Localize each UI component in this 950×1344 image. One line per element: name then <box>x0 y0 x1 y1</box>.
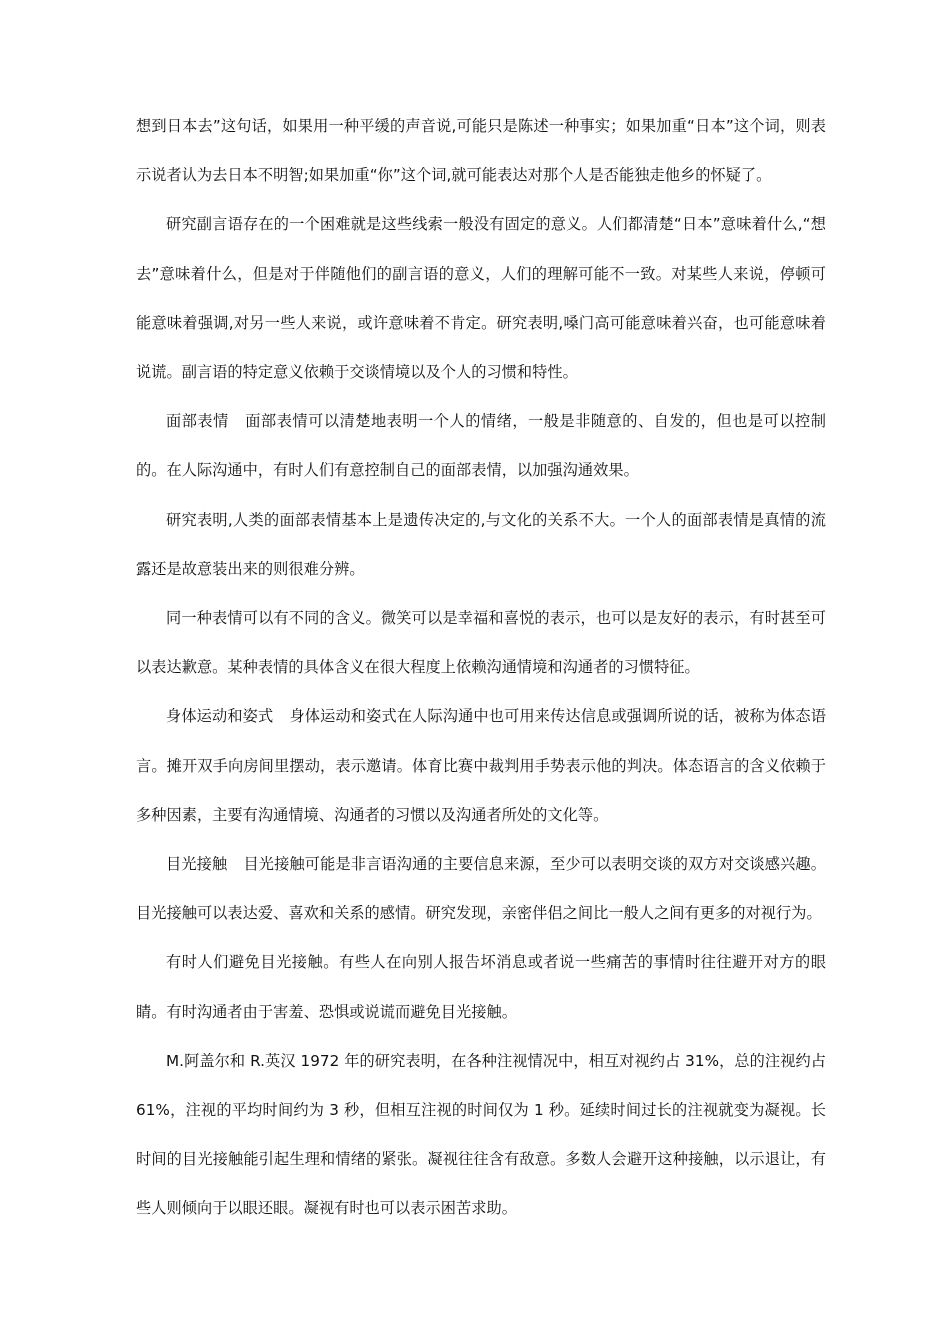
paragraph-eye-contact <box>136 840 826 938</box>
document-page <box>136 102 826 1234</box>
paragraph-facial-expression <box>136 397 826 495</box>
section-term-eye-contact: 目光接触 <box>166 855 228 874</box>
paragraph-gaze-research: M.阿盖尔和 R.英汉 1972 年的研究表明，在各种注视情况中，相互对视约占 31%，总的注视约占 61%，注视的平均时间约为 3 秒，但相互注视的时间仅为 1 秒。延续时间过长的注视就变为凝视。长时间的目光接触能引起生理和情绪的紧张。凝视往往含有敌意。多数人会避开这种接触，以示退让，有些人则倾向于以眼还眼。凝视有时也可以表示困苦求助。 <box>136 1051 826 1218</box>
paragraph-eye-contact-body: 目光接触可能是非言语沟通的主要信息来源，至少可以表明交谈的双方对交谈感兴趣。目光接触可以表达爱、喜欢和关系的感情。研究发现，亲密伴侣之间比一般人之间有更多的对视行为。 <box>136 855 827 923</box>
section-term-body-movement: 身体运动和姿式 <box>166 707 274 726</box>
paragraph-facial-expression-research: 研究表明,人类的面部表情基本上是遗传决定的,与文化的关系不大。一个人的面部表情是真情的流露还是故意装出来的则很难分辨。 <box>136 510 826 578</box>
paragraph-facial-expression-body: 面部表情可以清楚地表明一个人的情绪，一般是非随意的、自发的，但也是可以控制的。在人际沟通中，有时人们有意控制自己的面部表情，以加强沟通效果。 <box>136 412 826 480</box>
paragraph-paralanguage-difficulty: 研究副言语存在的一个困难就是这些线索一般没有固定的意义。人们都清楚“日本”意味着什么,“想去”意味着什么，但是对于伴随他们的副言语的意义，人们的理解可能不一致。对某些人来说，停顿可能意味着强调,对另一些人来说，或许意味着不肯定。研究表明,嗓门高可能意味着兴奋，也可能意味着说谎。副言语的特定意义依赖于交谈情境以及个人的习惯和特性。 <box>136 215 826 382</box>
paragraph-body-movement-body: 身体运动和姿式在人际沟通中也可用来传达信息或强调所说的话，被称为体态语言。摊开双手向房间里摆动，表示邀请。体育比赛中裁判用手势表示他的判决。体态语言的含义依赖于多种因素，主要有沟通情境、沟通者的习惯以及沟通者所处的文化等。 <box>136 707 827 824</box>
paragraph-body-movement <box>136 692 826 840</box>
paragraph-continuation: 想到日本去”这句话，如果用一种平缓的声音说,可能只是陈述一种事实；如果加重“日本”这个词，则表示说者认为去日本不明智;如果加重“你”这个词,就可能表达对那个人是否能独走他乡的怀疑了。 <box>136 117 826 185</box>
paragraph-avoid-eye-contact: 有时人们避免目光接触。有些人在向别人报告坏消息或者说一些痛苦的事情时往往避开对方的眼睛。有时沟通者由于害羞、恐惧或说谎而避免目光接触。 <box>136 953 826 1021</box>
paragraph-expression-meanings: 同一种表情可以有不同的含义。微笑可以是幸福和喜悦的表示，也可以是友好的表示，有时甚至可以表达歉意。某种表情的具体含义在很大程度上依赖沟通情境和沟通者的习惯特征。 <box>136 609 826 677</box>
section-term-facial-expression: 面部表情 <box>166 412 229 431</box>
